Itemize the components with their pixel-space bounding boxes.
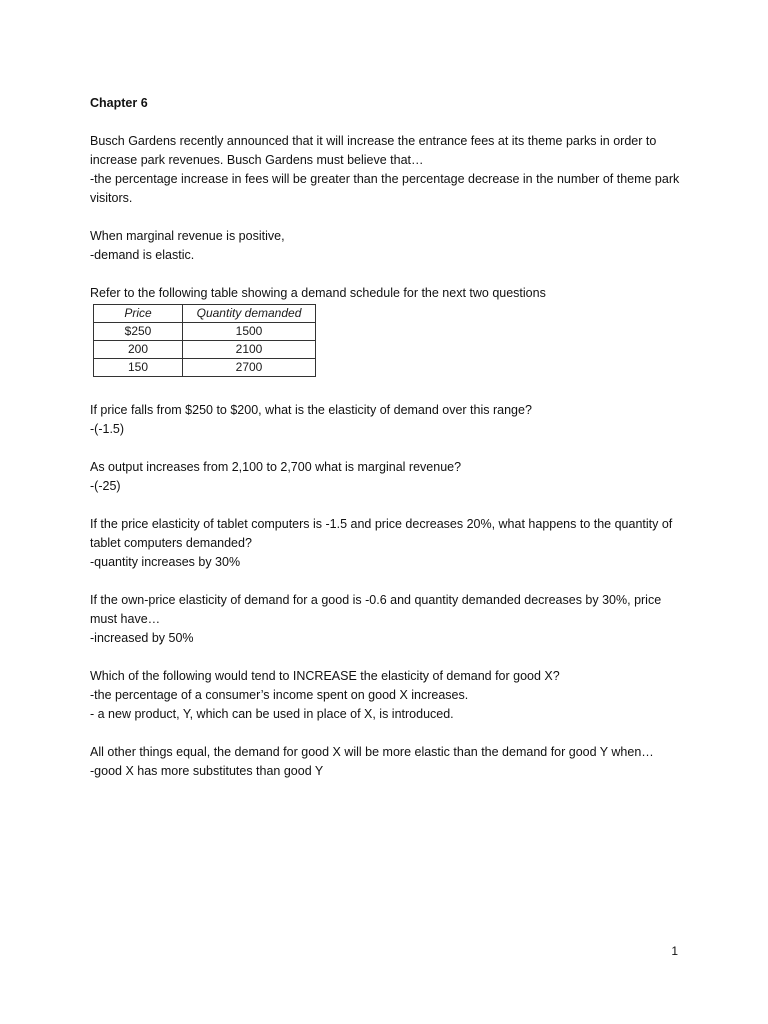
table-cell-quantity: 1500 xyxy=(183,323,316,341)
question-text: As output increases from 2,100 to 2,700 what is marginal revenue? xyxy=(90,460,462,474)
table-row xyxy=(94,323,316,341)
table-intro-text: Refer to the following table showing a demand schedule for the next two questions xyxy=(90,286,546,300)
answer-text: -(-1.5) xyxy=(90,422,125,436)
demand-schedule-table xyxy=(93,304,316,377)
question-text: When marginal revenue is positive, xyxy=(90,229,285,243)
page-number: 1 xyxy=(671,944,678,958)
table-row xyxy=(94,341,316,359)
answer-text: -the percentage of a consumer’s income spent on good X increases. xyxy=(90,688,469,702)
table-cell-quantity: 2700 xyxy=(183,359,316,377)
question-block-7 xyxy=(90,667,690,724)
answer-text: - a new product, Y, which can be used in place of X, is introduced. xyxy=(90,707,454,721)
table-header-price: Price xyxy=(94,305,183,323)
question-block-3 xyxy=(90,401,690,439)
question-block-2 xyxy=(90,227,690,265)
answer-text: -increased by 50% xyxy=(90,631,194,645)
question-text: Which of the following would tend to INCREASE the elasticity of demand for good X? xyxy=(90,669,560,683)
table-cell-price: 150 xyxy=(94,359,183,377)
table-header-quantity: Quantity demanded xyxy=(183,305,316,323)
question-block-4 xyxy=(90,458,690,496)
table-cell-price: $250 xyxy=(94,323,183,341)
table-cell-price: 200 xyxy=(94,341,183,359)
question-block-1 xyxy=(90,132,690,208)
question-block-8 xyxy=(90,743,690,781)
answer-text: -quantity increases by 30% xyxy=(90,555,241,569)
question-block-6 xyxy=(90,591,690,648)
answer-text: -(-25) xyxy=(90,479,121,493)
answer-text: -the percentage increase in fees will be greater than the percentage decrease in the number of theme park visitors. xyxy=(90,172,680,205)
table-row xyxy=(94,359,316,377)
answer-text: -good X has more substitutes than good Y xyxy=(90,764,324,778)
answer-text: -demand is elastic. xyxy=(90,248,195,262)
chapter-heading: Chapter 6 xyxy=(90,96,148,110)
table-intro-block xyxy=(90,284,690,303)
question-text: Busch Gardens recently announced that it will increase the entrance fees at its theme parks in order to increase park revenues. Busch Gardens must believe that… xyxy=(90,134,657,167)
table-header-row xyxy=(94,305,316,323)
question-text: If price falls from $250 to $200, what is the elasticity of demand over this range? xyxy=(90,403,532,417)
question-text: All other things equal, the demand for good X will be more elastic than the demand for good Y when… xyxy=(90,745,654,759)
document-body xyxy=(90,94,690,800)
question-text: If the own-price elasticity of demand for a good is -0.6 and quantity demanded decreases by 30%, price must have… xyxy=(90,593,662,626)
question-block-5 xyxy=(90,515,690,572)
question-text: If the price elasticity of tablet computers is -1.5 and price decreases 20%, what happens to the quantity of tablet computers demanded? xyxy=(90,517,673,550)
table-cell-quantity: 2100 xyxy=(183,341,316,359)
demand-table-wrap xyxy=(93,304,690,377)
